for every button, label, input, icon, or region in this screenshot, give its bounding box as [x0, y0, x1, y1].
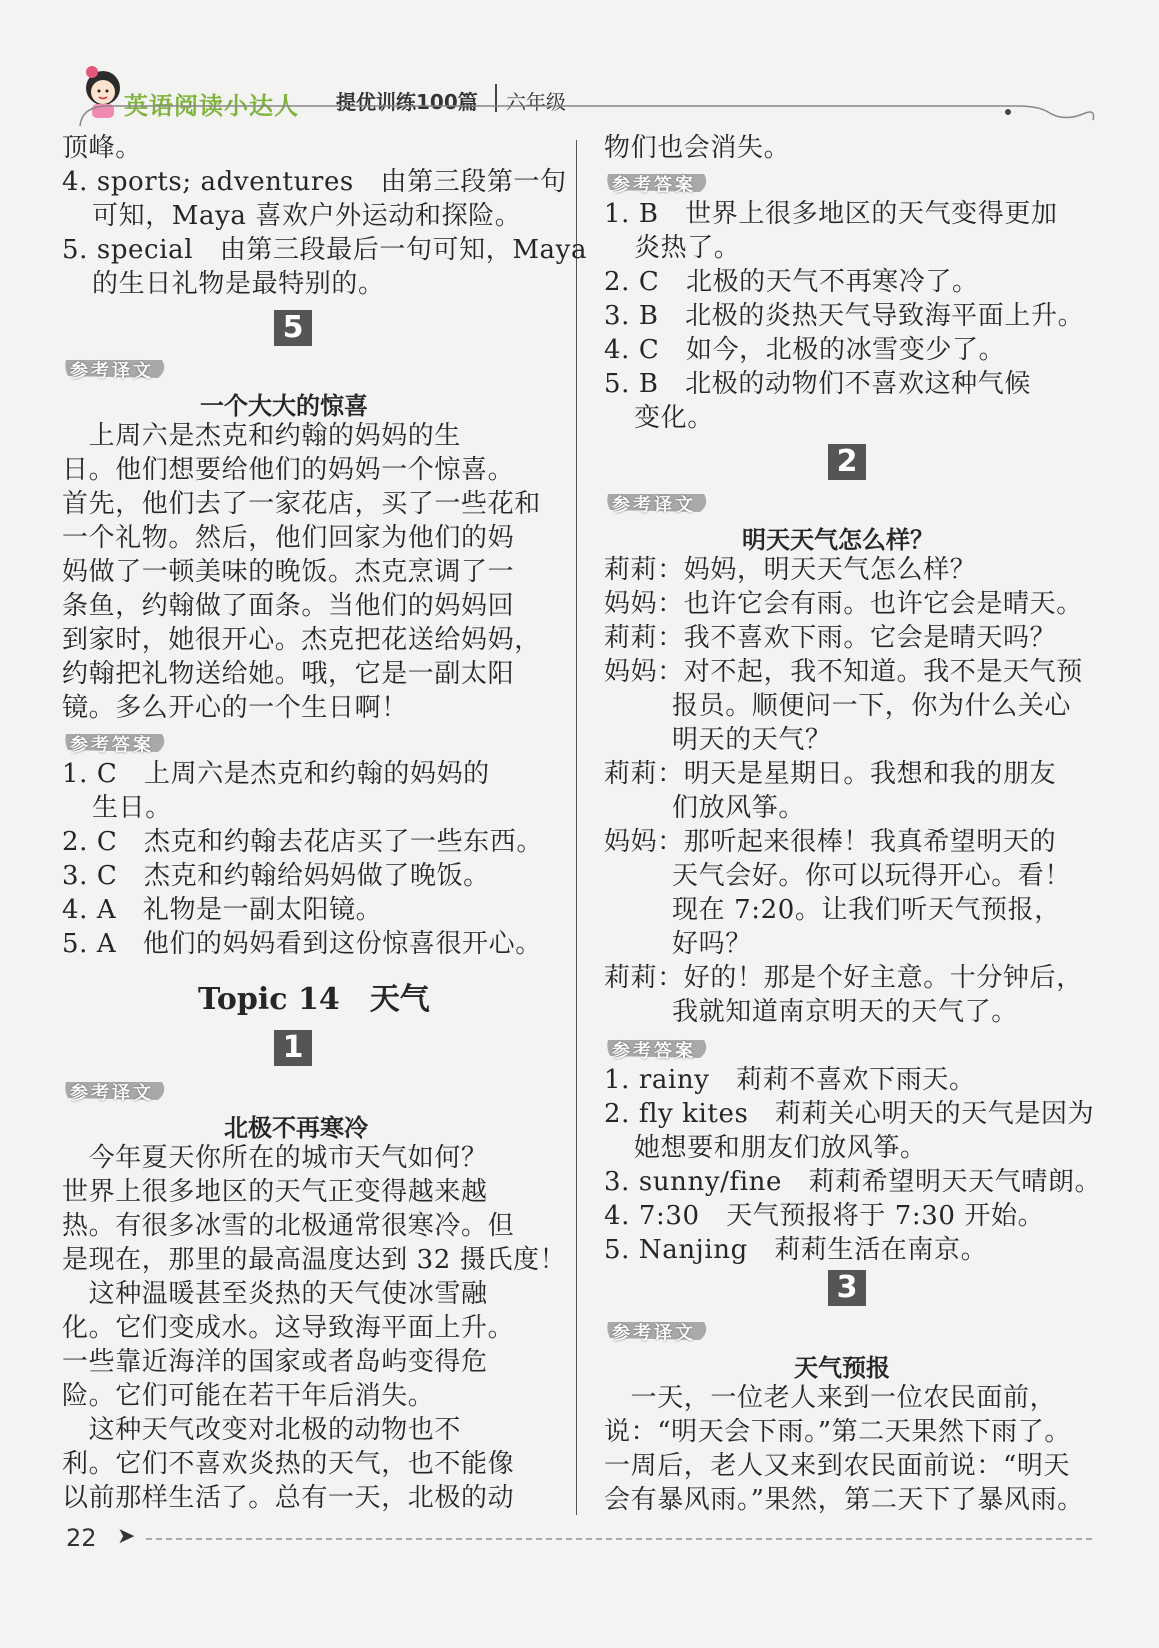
answer-item: 2. fly kites 莉莉关心明天的天气是因为: [604, 1099, 1095, 1129]
answer-item: 1. rainy 莉莉不喜欢下雨天。: [604, 1065, 976, 1095]
answer-item: 2. C 杰克和约翰去花店买了一些东西。: [62, 827, 543, 857]
paragraph-line: 首先，他们去了一家花店，买了一些花和: [62, 489, 541, 519]
section-number: 3: [828, 1270, 866, 1306]
dialogue-line: 报员。顺便问一下，你为什么关心: [672, 691, 1072, 721]
paragraph-line: 利。它们不喜欢炎热的天气，也不能像: [62, 1449, 515, 1479]
dialogue-line: 莉莉：我不喜欢下雨。它会是晴天吗？: [604, 623, 1057, 653]
translation-badge: 参考译文: [604, 1318, 712, 1342]
paragraph-line: 一周后，老人又来到农民面前说：“明天: [604, 1451, 1071, 1481]
dialogue-line: 们放风筝。: [672, 793, 806, 823]
column-divider: [576, 140, 577, 1515]
text-line: 可知，Maya 喜欢户外运动和探险。: [92, 201, 522, 231]
text-line: 的生日礼物是最特别的。: [92, 269, 385, 299]
answers-badge: 参考答案: [604, 170, 712, 194]
dialogue-line: 天气会好。你可以玩得开心。看！: [672, 861, 1072, 891]
paragraph-line: 说：“明天会下雨。”第二天果然下雨了。: [604, 1417, 1071, 1447]
paragraph-line: 镜。多么开心的一个生日啊！: [62, 693, 408, 723]
footer-divider: [146, 1538, 1092, 1540]
page-header: [78, 72, 1098, 132]
paragraph-line: 这种温暖甚至炎热的天气使冰雪融: [62, 1279, 488, 1309]
paragraph-line: 到家时，她很开心。杰克把花送给妈妈，: [62, 625, 541, 655]
answer-item: 5. A 他们的妈妈看到这份惊喜很开心。: [62, 929, 542, 959]
arrow-right-icon: ➤: [117, 1524, 136, 1549]
passage-title: 一个大大的惊喜: [200, 392, 368, 420]
paragraph-line: 世界上很多地区的天气正变得越来越: [62, 1177, 488, 1207]
paragraph-line: 是现在，那里的最高温度达到 32 摄氏度！: [62, 1245, 567, 1275]
dialogue-line: 我就知道南京明天的天气了。: [672, 997, 1018, 1027]
paragraph-line: 条鱼，约翰做了面条。当他们的妈妈回: [62, 591, 515, 621]
answer-item: 4. A 礼物是一副太阳镜。: [62, 895, 383, 925]
translation-badge: 参考译文: [62, 1078, 170, 1102]
dialogue-line: 明天的天气？: [672, 725, 832, 755]
text-line: 变化。: [634, 403, 714, 433]
answer-item: 3. sunny/fine 莉莉希望明天天气晴朗。: [604, 1167, 1102, 1197]
dialogue-line: 好吗？: [672, 929, 752, 959]
dialogue-line: 莉莉：妈妈，明天天气怎么样？: [604, 555, 977, 585]
paragraph-line: 一天，一位老人来到一位农民面前，: [604, 1383, 1057, 1413]
paragraph-line: 化。它们变成水。这导致海平面上升。: [62, 1313, 515, 1343]
paragraph-line: 热。有很多冰雪的北极通常很寒冷。但: [62, 1211, 515, 1241]
grade-label: 六年级: [506, 90, 566, 114]
translation-badge: 参考译文: [62, 356, 170, 380]
answer-item: 3. C 杰克和约翰给妈妈做了晚饭。: [62, 861, 490, 891]
answer-item: 5. B 北极的动物们不喜欢这种气候: [604, 369, 1031, 399]
paragraph-line: 今年夏天你所在的城市天气如何？: [62, 1143, 488, 1173]
answer-item: 5. Nanjing 莉莉生活在南京。: [604, 1235, 988, 1265]
answer-item: 1. B 世界上很多地区的天气变得更加: [604, 199, 1058, 229]
answers-badge: 参考答案: [62, 730, 170, 754]
text-line: 生日。: [92, 793, 172, 823]
section-number: 2: [828, 444, 866, 480]
paragraph-line: 会有暴风雨。”果然，第二天下了暴风雨。: [604, 1485, 1084, 1515]
text-line: 物们也会消失。: [604, 133, 791, 163]
brand-title: 英语阅读小达人: [124, 92, 299, 120]
answer-item: 5. special 由第三段最后一句可知，Maya: [62, 235, 588, 265]
section-number: 5: [274, 310, 312, 346]
dialogue-line: 莉莉：好的！那是个好主意。十分钟后，: [604, 963, 1083, 993]
paragraph-line: 险。它们可能在若干年后消失。: [62, 1381, 435, 1411]
dialogue-line: 妈妈：对不起，我不知道。我不是天气预: [604, 657, 1083, 687]
answer-item: 4. 7:30 天气预报将于 7:30 开始。: [604, 1201, 1045, 1231]
page-number: 22: [66, 1524, 97, 1552]
text-line: 炎热了。: [634, 233, 741, 263]
answer-item: 1. C 上周六是杰克和约翰的妈妈的: [62, 759, 490, 789]
dialogue-line: 妈妈：那听起来很棒！我真希望明天的: [604, 827, 1057, 857]
translation-badge: 参考译文: [604, 490, 712, 514]
dialogue-line: 妈妈：也许它会有雨。也许它会是晴天。: [604, 589, 1083, 619]
text-line: 她想要和朋友们放风筝。: [634, 1133, 927, 1163]
paragraph-line: 上周六是杰克和约翰的妈妈的生: [62, 421, 462, 451]
paragraph-line: 以前那样生活了。总有一天，北极的动: [62, 1483, 515, 1513]
paragraph-line: 一些靠近海洋的国家或者岛屿变得危: [62, 1347, 488, 1377]
passage-title: 天气预报: [794, 1354, 890, 1382]
answer-item: 3. B 北极的炎热天气导致海平面上升。: [604, 301, 1085, 331]
paragraph-line: 约翰把礼物送给她。哦，它是一副太阳: [62, 659, 515, 689]
answer-item: 4. C 如今，北极的冰雪变少了。: [604, 335, 1006, 365]
text-line: 顶峰。: [62, 133, 142, 163]
paragraph-line: 妈做了一顿美味的晚饭。杰克烹调了一: [62, 557, 515, 587]
answer-item: 2. C 北极的天气不再寒冷了。: [604, 267, 979, 297]
answer-item: 4. sports; adventures 由第三段第一句: [62, 167, 567, 197]
topic-title: Topic 14 天气: [198, 982, 430, 1017]
series-title: 提优训练100篇: [336, 90, 478, 114]
dialogue-line: 莉莉：明天是星期日。我想和我的朋友: [604, 759, 1057, 789]
header-decoration: [78, 102, 1098, 128]
paragraph-line: 日。他们想要给他们的妈妈一个惊喜。: [62, 455, 515, 485]
paragraph-line: 一个礼物。然后，他们回家为他们的妈: [62, 523, 515, 553]
paragraph-line: 这种天气改变对北极的动物也不: [62, 1415, 462, 1445]
passage-title: 明天天气怎么样？: [742, 526, 934, 554]
dialogue-line: 现在 7:20。让我们听天气预报，: [672, 895, 1061, 925]
answers-badge: 参考答案: [604, 1036, 712, 1060]
passage-title: 北极不再寒冷: [224, 1114, 368, 1142]
section-number: 1: [274, 1030, 312, 1066]
